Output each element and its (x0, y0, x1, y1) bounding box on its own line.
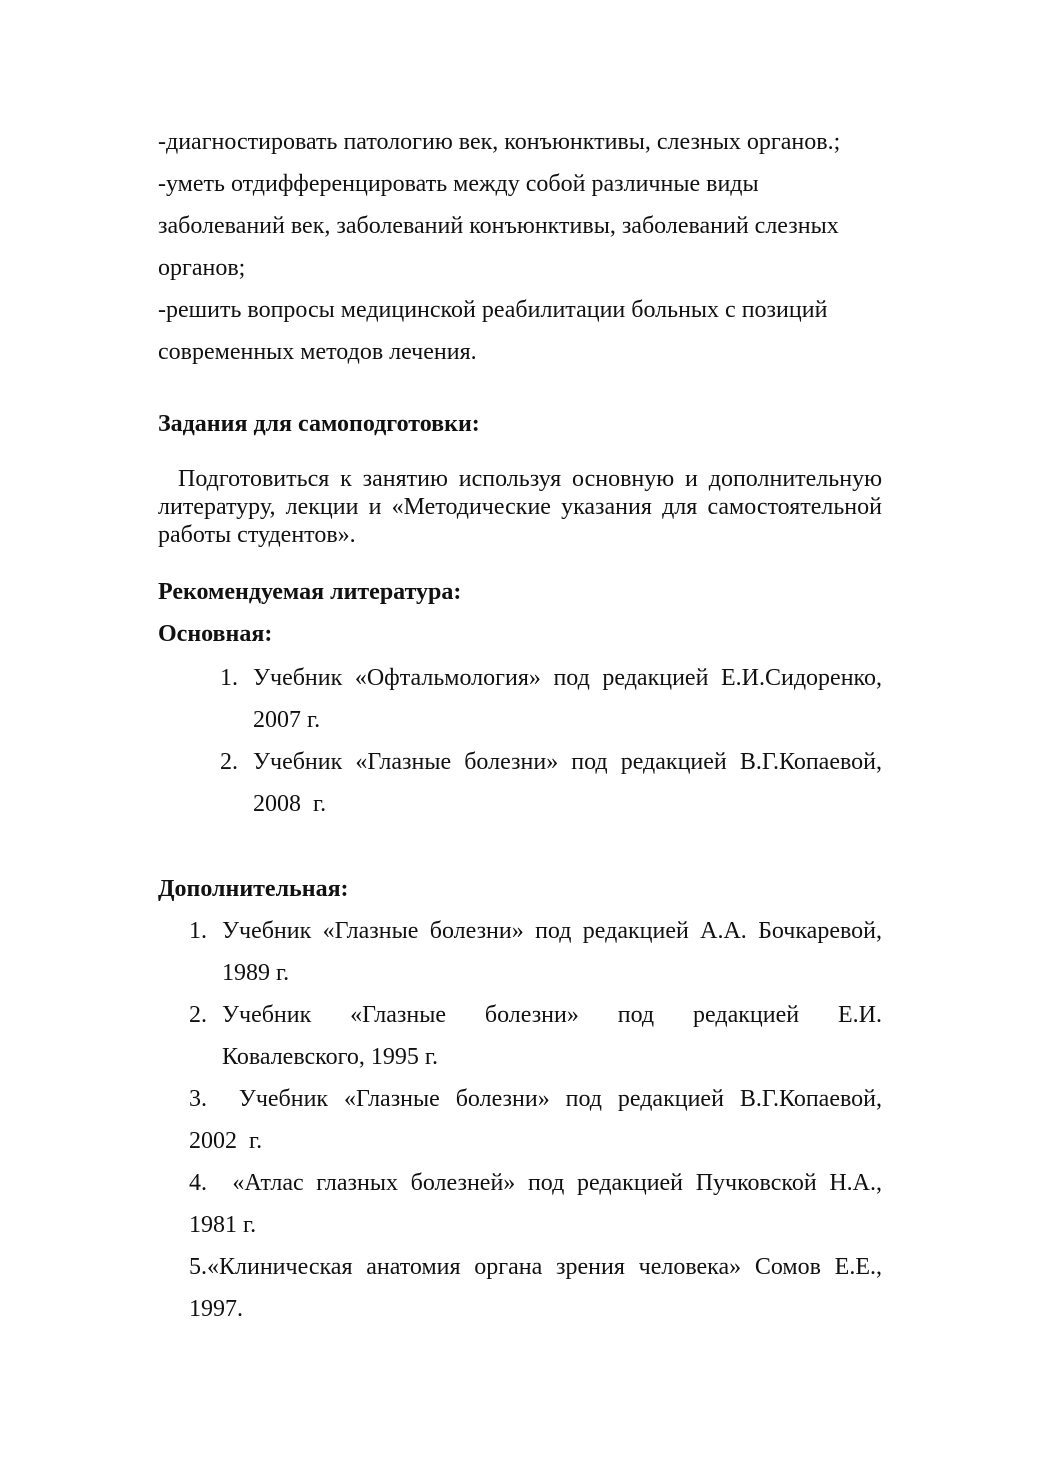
goal-line-3: заболеваний век, заболеваний конъюнктивы, заболеваний слезных (158, 213, 839, 239)
goal-line-1: -диагностировать патологию век, конъюнктивы, слезных органов.; (158, 129, 841, 155)
list-item-number: 2. (220, 749, 238, 775)
list-item (189, 994, 882, 1078)
list-item-text: 3. Учебник «Глазные болезни» под редакцией В.Г.Копаевой, (189, 1086, 882, 1112)
list-item-number: 2. (189, 1002, 207, 1028)
list-item-number: 1. (220, 665, 238, 691)
basic-literature-list (220, 657, 882, 825)
list-item-year: 2007 г. (253, 707, 321, 733)
list-item-number: 1. (189, 918, 207, 944)
goal-line-4: органов; (158, 255, 246, 281)
list-item (189, 1078, 882, 1162)
literature-heading: Рекомендуемая литература: (158, 579, 462, 605)
goal-line-5: -решить вопросы медицинской реабилитации больных с позиций (158, 297, 828, 323)
list-item-year: 2002 г. (189, 1128, 263, 1154)
list-item-text: Учебник «Глазные болезни» под редакцией Е.И. (222, 1002, 882, 1028)
list-item (220, 741, 882, 825)
goal-line-6: современных методов лечения. (158, 339, 477, 365)
additional-literature-heading: Дополнительная: (158, 876, 349, 902)
list-item-year: 1997. (189, 1296, 243, 1322)
list-item-text: Учебник «Глазные болезни» под редакцией А.А. Бочкаревой, (222, 918, 882, 944)
list-item-year: 2008 г. (253, 791, 327, 817)
list-item-text: Учебник «Офтальмология» под редакцией Е.И.Сидоренко, (253, 665, 882, 691)
tasks-text: Подготовиться к занятию используя основную и дополнительную литературу, лекции и «Методические указания для самостоятельной работы студентов». (158, 466, 882, 548)
list-item-year: 1989 г. (222, 960, 290, 986)
list-item-year: Ковалевского, 1995 г. (222, 1044, 438, 1070)
basic-literature-heading: Основная: (158, 621, 273, 647)
list-item (189, 1162, 882, 1246)
list-item-year: 1981 г. (189, 1212, 257, 1238)
list-item (220, 657, 882, 741)
list-item-text: 4. «Атлас глазных болезней» под редакцией Пучковской Н.А., (189, 1170, 882, 1196)
goal-line-2: -уметь отдифференцировать между собой различные виды (158, 171, 759, 197)
list-item-text: Учебник «Глазные болезни» под редакцией В.Г.Копаевой, (253, 749, 882, 775)
list-item (189, 1246, 882, 1330)
additional-literature-list (189, 910, 882, 1078)
list-item-text: 5.«Клиническая анатомия органа зрения человека» Сомов Е.Е., (189, 1254, 882, 1280)
tasks-heading: Задания для самоподготовки: (158, 411, 480, 437)
list-item (189, 910, 882, 994)
